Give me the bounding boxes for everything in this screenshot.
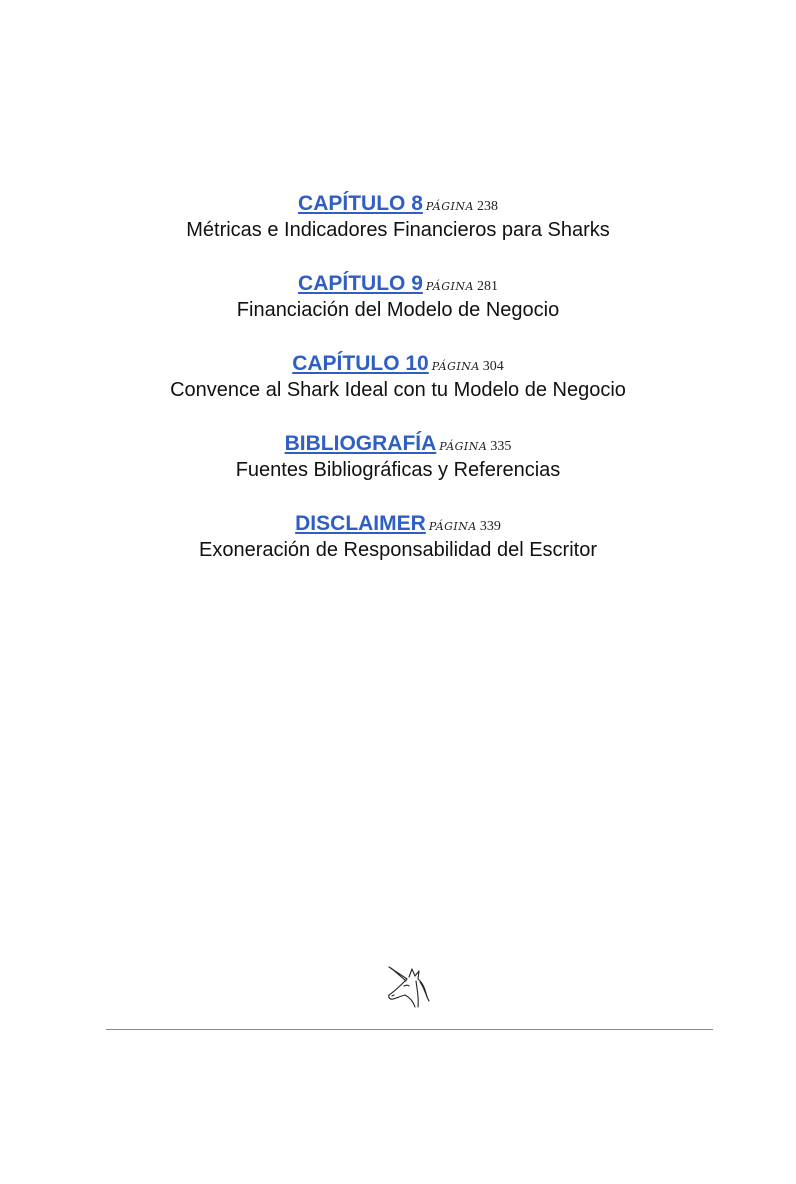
page-number: 335 — [490, 439, 512, 454]
disclaimer-link[interactable]: DISCLAIMER — [295, 512, 426, 535]
page-label: PÁGINA — [431, 360, 480, 373]
chapter-8-subtitle: Métricas e Indicadores Financieros para Sharks — [186, 219, 610, 241]
footer-divider — [106, 1029, 713, 1030]
bibliography-subtitle: Fuentes Bibliográficas y Referencias — [235, 459, 561, 481]
page-label: PÁGINA — [428, 520, 477, 533]
page-number: 238 — [476, 199, 498, 214]
chapter-8-link[interactable]: CAPÍTULO 8 — [298, 192, 423, 215]
page-label: PÁGINA — [425, 200, 474, 213]
toc-entry-disclaimer — [0, 510, 796, 563]
toc-entry-chapter-8 — [0, 190, 796, 243]
toc-heading-line — [0, 510, 796, 538]
chapter-9-link[interactable]: CAPÍTULO 9 — [298, 272, 423, 295]
chapter-9-subtitle: Financiación del Modelo de Negocio — [236, 299, 560, 321]
disclaimer-subtitle: Exoneración de Responsabilidad del Escritor — [198, 539, 597, 561]
page-label: PÁGINA — [439, 440, 488, 453]
toc-entry-bibliography — [0, 430, 796, 483]
page-number: 339 — [479, 519, 501, 534]
page-label: PÁGINA — [425, 280, 474, 293]
toc-entry-chapter-9 — [0, 270, 796, 323]
page-number: 304 — [482, 359, 504, 374]
chapter-10-subtitle: Convence al Shark Ideal con tu Modelo de Negocio — [170, 379, 626, 401]
toc-heading-line — [0, 270, 796, 298]
table-of-contents — [0, 190, 796, 590]
toc-heading-line — [0, 430, 796, 458]
toc-heading-line — [0, 350, 796, 378]
toc-heading-line — [0, 190, 796, 218]
page-number: 281 — [476, 279, 498, 294]
chapter-10-link[interactable]: CAPÍTULO 10 — [292, 352, 429, 375]
bibliography-link[interactable]: BIBLIOGRAFÍA — [284, 432, 437, 455]
toc-entry-chapter-10 — [0, 350, 796, 403]
unicorn-head-icon — [385, 965, 431, 1009]
